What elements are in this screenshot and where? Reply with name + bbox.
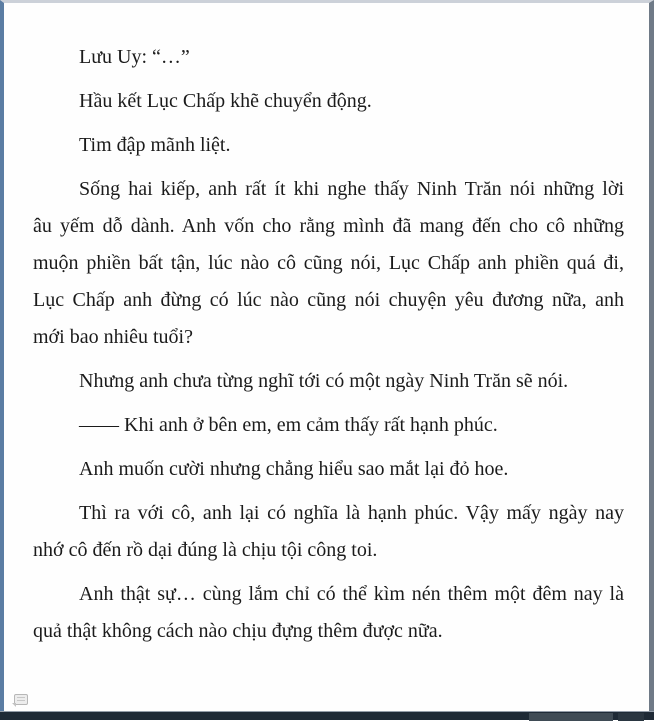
text-line: —— Khi anh ở bên em, em cảm thấy rất hạnh phúc.: [79, 414, 498, 436]
text-line: Lưu Uy: “…”: [79, 46, 190, 68]
document-page: [4, 3, 649, 650]
text-line: mới bao nhiêu tuổi?: [33, 326, 193, 348]
text-line: Tim đập mãnh liệt.: [79, 134, 231, 156]
text-line: Thì ra với cô, anh lại có nghĩa là hạnh phúc. Vậy mấy ngày nay: [79, 502, 624, 524]
text-line: Anh thật sự… cùng lắm chỉ có thể kìm nén thêm một đêm nay là: [79, 583, 624, 605]
text-line: Lục Chấp anh đừng có lúc nào cũng nói chuyện yêu đương nữa, anh: [33, 289, 624, 311]
text-line: Nhưng anh chưa từng nghĩ tới có một ngày Ninh Trăn sẽ nói.: [79, 370, 569, 392]
text-line: Anh muốn cười nhưng chẳng hiểu sao mắt lại đỏ hoe.: [79, 458, 509, 480]
bottom-bar: [0, 711, 654, 720]
text-line: âu yếm dỗ dành. Anh vốn cho rằng mình đã mang đến cho cô những: [33, 215, 624, 237]
page-fold-icon[interactable]: [14, 694, 28, 705]
text-line: quả thật không cách nào chịu đựng thêm được nữa.: [33, 620, 443, 642]
text-line: nhớ cô đến rồ dại đúng là chịu tội công toi.: [33, 539, 378, 561]
text-line: Sống hai kiếp, anh rất ít khi nghe thấy Ninh Trăn nói những lời: [79, 178, 624, 200]
text-line: Hầu kết Lục Chấp khẽ chuyển động.: [79, 90, 372, 112]
text-line: muộn phiền bất tận, lúc nào cô cũng nói, Lục Chấp anh phiền quá đi,: [33, 252, 624, 274]
